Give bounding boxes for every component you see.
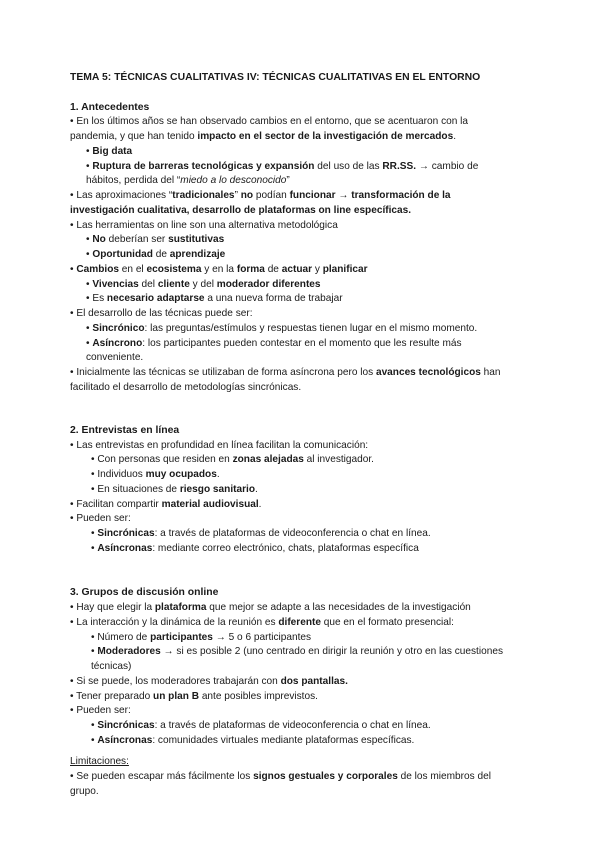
text-run: : mediante correo electrónico, chats, plataformas específica bbox=[152, 543, 419, 554]
text-run: : los participantes pueden contestar en el momento que les resulte más bbox=[142, 338, 462, 349]
text-run: . bbox=[255, 484, 258, 495]
bold-text: impacto en el sector de la investigación de mercados bbox=[197, 131, 454, 142]
bullet-item bbox=[70, 690, 318, 704]
bold-text: zonas alejadas bbox=[232, 454, 304, 465]
text-run: al investigador. bbox=[303, 454, 374, 465]
text-run: y en la bbox=[201, 264, 237, 275]
text-run: a una nueva forma de trabajar bbox=[204, 293, 343, 304]
text-run: • bbox=[91, 543, 98, 554]
text-run: → si es posible 2 (uno centrado en dirigir la reunión y otro en las cuestiones bbox=[160, 646, 503, 657]
paragraph-line bbox=[70, 115, 468, 129]
bold-text: Moderadores bbox=[97, 646, 161, 657]
italic-text: miedo a lo desconocido bbox=[180, 175, 287, 186]
bold-text: signos gestuales y corporales bbox=[253, 771, 398, 782]
bold-text: Asíncronas bbox=[97, 735, 153, 746]
text-run: → 5 o 6 participantes bbox=[212, 632, 312, 643]
bullet-item bbox=[70, 512, 131, 526]
text-run: que en el formato presencial: bbox=[320, 617, 454, 628]
text-run: . bbox=[216, 469, 220, 480]
bold-text: cliente bbox=[157, 279, 190, 290]
bold-text: moderador diferentes bbox=[216, 279, 321, 290]
text-run: → cambio de bbox=[416, 161, 479, 172]
bullet-item bbox=[86, 248, 225, 262]
text-run: • Se pueden escapar más fácilmente los bbox=[70, 771, 254, 782]
text-run: del bbox=[138, 279, 158, 290]
text-run: • En situaciones de bbox=[91, 484, 180, 495]
bold-text: Sincrónicas bbox=[97, 528, 155, 539]
text-run: Limitaciones: bbox=[70, 756, 129, 767]
text-run: • bbox=[86, 234, 93, 245]
bold-text: riesgo sanitario bbox=[179, 484, 255, 495]
bullet-item bbox=[70, 770, 491, 784]
bullet-item bbox=[86, 337, 462, 351]
text-run: • El desarrollo de las técnicas puede ser: bbox=[70, 308, 253, 319]
text-run: de los miembros del bbox=[397, 771, 491, 782]
document-title: TEMA 5: TÉCNICAS CUALITATIVAS IV: TÉCNICAS CUALITATIVAS EN EL ENTORNO bbox=[70, 72, 481, 83]
bold-text: No bbox=[92, 234, 106, 245]
bold-text: Ruptura de barreras tecnológicas y expansión bbox=[92, 161, 315, 172]
bullet-item bbox=[91, 483, 258, 497]
bold-text: Vivencias bbox=[92, 279, 139, 290]
limitations-label bbox=[70, 755, 129, 769]
text-run: • bbox=[86, 323, 93, 334]
bullet-item bbox=[70, 366, 501, 380]
bold-text: actuar bbox=[281, 264, 313, 275]
text-run: podían bbox=[253, 190, 290, 201]
text-run: • bbox=[70, 264, 77, 275]
text-run: • Pueden ser: bbox=[70, 513, 131, 524]
text-run: que mejor se adapte a las necesidades de la investigación bbox=[206, 602, 471, 613]
bold-text: investigación cualitativa, desarrollo de plataformas on line específicas. bbox=[70, 205, 412, 216]
bullet-item bbox=[70, 189, 451, 203]
text-run: • bbox=[91, 720, 98, 731]
text-run: • Las aproximaciones “ bbox=[70, 190, 173, 201]
text-run: • Individuos bbox=[91, 469, 146, 480]
text-run: • bbox=[91, 646, 98, 657]
bold-text: Sincrónico bbox=[92, 323, 145, 334]
section-heading: 1. Antecedentes bbox=[70, 102, 150, 113]
bold-text: forma bbox=[236, 264, 265, 275]
text-run: en el bbox=[118, 264, 147, 275]
bullet-item bbox=[91, 453, 374, 467]
bold-text: necesario adaptarse bbox=[106, 293, 205, 304]
text-run: deberían ser bbox=[105, 234, 169, 245]
bold-text: tradicionales bbox=[172, 190, 235, 201]
text-run: conveniente. bbox=[86, 352, 144, 363]
text-run: • Pueden ser: bbox=[70, 705, 131, 716]
text-run: del uso de las bbox=[314, 161, 383, 172]
bullet-item bbox=[70, 675, 348, 689]
bold-text: diferente bbox=[278, 617, 321, 628]
text-run: • Inicialmente las técnicas se utilizaban de forma asíncrona pero los bbox=[70, 367, 376, 378]
text-run: hábitos, perdida del “ bbox=[86, 175, 181, 186]
text-run: pandemia, y que han tenido bbox=[70, 131, 198, 142]
bold-text: material audiovisual bbox=[161, 499, 259, 510]
text-run: . bbox=[453, 131, 457, 142]
bold-text: plataforma bbox=[154, 602, 207, 613]
bullet-item bbox=[70, 704, 131, 718]
bold-text: Sincrónicas bbox=[97, 720, 155, 731]
text-run: : las preguntas/estímulos y respuestas tienen lugar en el mismo momento. bbox=[144, 323, 478, 334]
bullet-item bbox=[70, 307, 253, 321]
text-run: • Las entrevistas en profundidad en línea facilitan la comunicación: bbox=[70, 440, 369, 451]
text-run: y bbox=[312, 264, 323, 275]
text-run: : a través de plataformas de videoconferencia o chat en línea. bbox=[154, 528, 431, 539]
bullet-item bbox=[70, 498, 261, 512]
text-run: técnicas) bbox=[91, 661, 132, 672]
text-run: • bbox=[86, 338, 93, 349]
bold-text: funcionar → transformación de la bbox=[289, 190, 451, 201]
paragraph-line bbox=[91, 660, 131, 674]
bullet-item bbox=[70, 616, 454, 630]
bold-text: Oportunidad bbox=[92, 249, 153, 260]
text-run: • bbox=[91, 735, 98, 746]
text-run: han bbox=[480, 367, 501, 378]
text-run: : comunidades virtuales mediante plataformas específicas. bbox=[152, 735, 415, 746]
bold-text: sustitutivas bbox=[168, 234, 225, 245]
bullet-item bbox=[91, 468, 220, 482]
text-run: • bbox=[86, 279, 93, 290]
bold-text: aprendizaje bbox=[169, 249, 226, 260]
bold-text: Asíncronas bbox=[97, 543, 153, 554]
text-run: • Facilitan compartir bbox=[70, 499, 162, 510]
bold-text: un plan B bbox=[153, 691, 200, 702]
bold-text: participantes bbox=[150, 632, 213, 643]
text-run: • Las herramientas on line son una alternativa metodológica bbox=[70, 220, 338, 231]
bold-text: avances tecnológicos bbox=[375, 367, 481, 378]
bold-text: Big data bbox=[92, 146, 133, 157]
bullet-item bbox=[70, 219, 338, 233]
paragraph-line bbox=[86, 174, 290, 188]
paragraph-line bbox=[70, 381, 301, 395]
bullet-item bbox=[70, 601, 471, 615]
text-run: de bbox=[264, 264, 282, 275]
bold-text: Asíncrono bbox=[92, 338, 143, 349]
text-run: • bbox=[91, 528, 98, 539]
bold-text: planificar bbox=[322, 264, 368, 275]
bullet-item bbox=[70, 439, 368, 453]
bold-text: ecosistema bbox=[146, 264, 202, 275]
bullet-item bbox=[86, 322, 477, 336]
bullet-item bbox=[91, 527, 431, 541]
bullet-item bbox=[91, 631, 311, 645]
text-run: ” bbox=[286, 175, 290, 186]
bold-text: dos pantallas. bbox=[280, 676, 348, 687]
text-run: • Número de bbox=[91, 632, 151, 643]
bullet-item bbox=[91, 542, 419, 556]
text-run: y del bbox=[189, 279, 217, 290]
bold-text: RR.SS. bbox=[382, 161, 417, 172]
text-run: : a través de plataformas de videoconferencia o chat en línea. bbox=[154, 720, 431, 731]
text-run: • Tener preparado bbox=[70, 691, 154, 702]
bullet-item bbox=[86, 160, 478, 174]
bullet-item bbox=[70, 263, 368, 277]
paragraph-line bbox=[86, 351, 143, 365]
text-run: . bbox=[258, 499, 262, 510]
text-run: ante posibles imprevistos. bbox=[199, 691, 318, 702]
bullet-item bbox=[86, 292, 343, 306]
bullet-item bbox=[91, 719, 431, 733]
bullet-item bbox=[91, 734, 414, 748]
text-run: • En los últimos años se han observado cambios en el entorno, que se acentuaron con la bbox=[70, 116, 468, 127]
text-run: • bbox=[86, 249, 93, 260]
bullet-item bbox=[91, 645, 503, 659]
text-run: • Es bbox=[86, 293, 107, 304]
text-run: • La interacción y la dinámica de la reunión es bbox=[70, 617, 279, 628]
bold-text: muy ocupados bbox=[145, 469, 217, 480]
text-run: • bbox=[86, 161, 93, 172]
text-run: ” bbox=[234, 190, 241, 201]
bold-text: no bbox=[240, 190, 254, 201]
text-run: facilitado el desarrollo de metodologías sincrónicas. bbox=[70, 382, 302, 393]
bold-text: Cambios bbox=[76, 264, 119, 275]
paragraph-line bbox=[70, 785, 99, 799]
paragraph-line bbox=[70, 204, 411, 218]
text-run: • Si se puede, los moderadores trabajarán con bbox=[70, 676, 281, 687]
text-run: • Con personas que residen en bbox=[91, 454, 233, 465]
section-heading: 2. Entrevistas en línea bbox=[70, 425, 180, 436]
text-run: grupo. bbox=[70, 786, 99, 797]
paragraph-line bbox=[70, 130, 456, 144]
section-heading: 3. Grupos de discusión online bbox=[70, 587, 219, 598]
text-run: • Hay que elegir la bbox=[70, 602, 155, 613]
bullet-item bbox=[86, 278, 321, 292]
text-run: • bbox=[86, 146, 93, 157]
bullet-item bbox=[86, 145, 132, 159]
text-run: de bbox=[152, 249, 170, 260]
bullet-item bbox=[86, 233, 224, 247]
